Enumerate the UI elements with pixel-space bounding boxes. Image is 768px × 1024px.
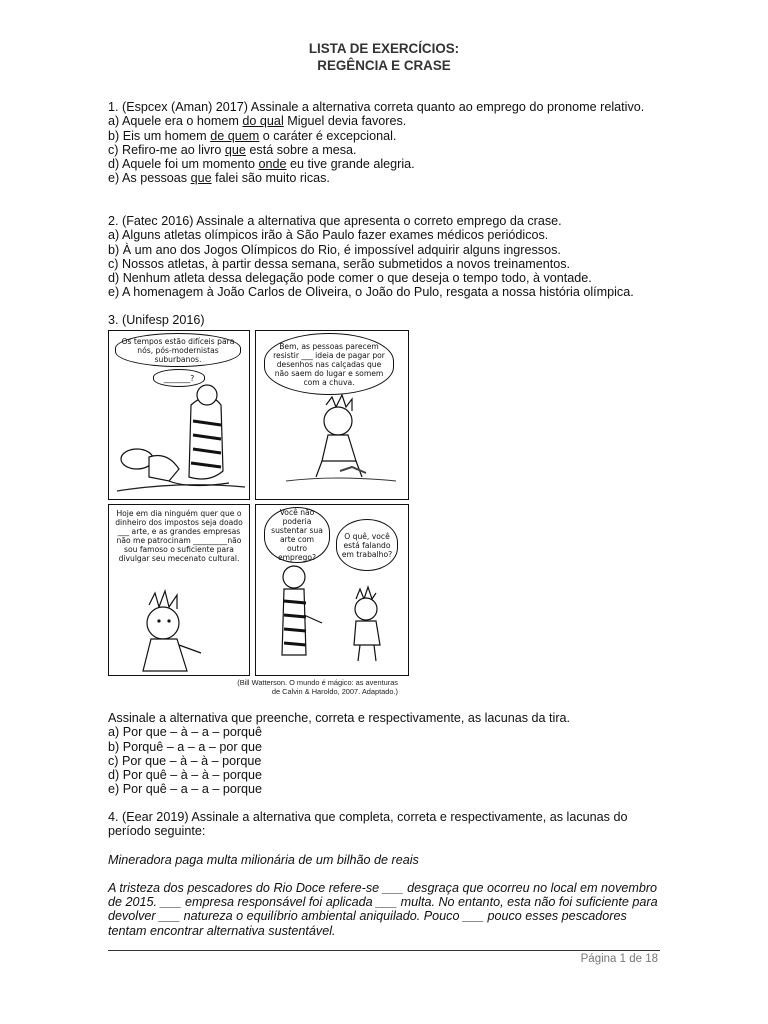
- question-2: [108, 214, 668, 300]
- comic-bubble-2: Bem, as pessoas parecem resistir ___ ideia de pagar por desenhos nas calçadas que não saem do lugar e somem com a chuva.: [264, 333, 394, 395]
- q3-option-c: c) Por que – à – à – porque: [108, 753, 262, 768]
- q1-option-a: a) Aquele era o homem do qual Miguel devia favores.: [108, 114, 407, 129]
- q3-option-b: b) Porquê – a – a – por que: [108, 739, 263, 754]
- q3-prompt: Assinale a alternativa que preenche, correta e respectivamente, as lacunas da tira.: [108, 711, 571, 725]
- question-3-stem: [108, 313, 668, 327]
- q1-stem: [108, 100, 668, 114]
- q1-stem-text: (Espcex (Aman) 2017) Assinale a alternativa correta quanto ao emprego do pronome relativo.: [118, 100, 645, 114]
- question-3-options: [108, 711, 668, 797]
- q1-number: 1.: [108, 100, 119, 114]
- comic-credit: (Bill Watterson. O mundo é mágico: as aventuras de Calvin & Haroldo, 2007. Adaptado.): [237, 678, 398, 696]
- comic-panel-4: [255, 504, 409, 676]
- comic-bubble-3: Hoje em dia ninguém quer que o dinheiro dos impostos seja doado ___ arte, e as grandes empresas não me patrocinam _________não sou famoso o suficiente para divulgar seu mecenato cultural.: [115, 509, 243, 563]
- comic-drawing-3: [109, 505, 249, 675]
- question-4: [108, 810, 668, 938]
- q2-option-d: d) Nenhum atleta dessa delegação pode comer o que deseja o tempo todo, à vontade.: [108, 271, 592, 286]
- page-number: Página 1 de 18: [580, 953, 658, 965]
- q1-option-e: e) As pessoas que falei são muito ricas.: [108, 171, 330, 186]
- q3-option-a: a) Por que – à – a – porquê: [108, 725, 263, 740]
- comic-drawing-2: [256, 331, 408, 499]
- q4-headline: Mineradora paga multa milionária de um bilhão de reais: [108, 852, 419, 867]
- title-line-2: REGÊNCIA E CRASE: [317, 58, 451, 73]
- q3-option-d: d) Por quê – à – à – porque: [108, 768, 263, 783]
- question-1: [108, 100, 668, 186]
- q3-number: 3.: [108, 313, 119, 327]
- q4-text: A tristeza dos pescadores do Rio Doce refere-se ___ desgraça que ocorreu no local em novembro de 2015. ___ empresa responsável foi aplicada ___ multa. No entanto, esta não foi suficiente para devolver ___ natureza o equilíbrio ambiental aniquilado. Pouco ___ pouco esses pescadores tentam encontrar alternativa sustentável.: [108, 880, 658, 938]
- q2-option-e: e) A homenagem à João Carlos de Oliveira, o João do Pulo, resgata a nossa história olímpica.: [108, 285, 634, 300]
- comic-bubble-1: Os tempos estão difíceis para nós, pós-modernistas suburbanos.: [115, 333, 241, 367]
- q2-option-a: a) Alguns atletas olímpicos irão à São Paulo fazer exames médicos periódicos.: [108, 228, 549, 243]
- comic-panel-2: [255, 330, 409, 500]
- q4-stem: 4. (Eear 2019) Assinale a alternativa que completa, correta e respectivamente, as lacunas do período seguinte:: [108, 810, 628, 839]
- footer-divider: [108, 950, 660, 951]
- comic-bubble-4: Você não poderia sustentar sua arte com outro emprego?: [264, 507, 330, 563]
- q1-option-c: c) Refiro-me ao livro que está sobre a mesa.: [108, 142, 357, 157]
- comic-drawing-4: [256, 505, 408, 675]
- comic-panel-1: [108, 330, 250, 500]
- q3-option-e: e) Por quê – a – a – porque: [108, 782, 263, 797]
- q1-option-d: d) Aquele foi um momento onde eu tive grande alegria.: [108, 157, 415, 172]
- comic-panel-3: [108, 504, 250, 676]
- q2-option-c: c) Nossos atletas, à partir dessa semana, serão submetidos a novos treinamentos.: [108, 256, 570, 271]
- title-line-1: LISTA DE EXERCÍCIOS:: [308, 41, 460, 56]
- q1-option-b: b) Eis um homem de quem o caráter é excepcional.: [108, 128, 397, 143]
- q3-stem-text: (Unifesp 2016): [118, 313, 205, 327]
- q2-option-b: b) À um ano dos Jogos Olímpicos do Rio, é impossível adquirir alguns ingressos.: [108, 242, 561, 257]
- comic-drawing-1: [109, 331, 249, 499]
- q2-stem: 2. (Fatec 2016) Assinale a alternativa que apresenta o correto emprego da crase.: [108, 214, 562, 228]
- comic-bubble-4-reply: O quê, você está falando em trabalho?: [336, 519, 398, 571]
- comic-strip: [108, 330, 408, 698]
- comic-bubble-1-blank: _______?: [153, 369, 205, 387]
- document-title: [0, 40, 768, 74]
